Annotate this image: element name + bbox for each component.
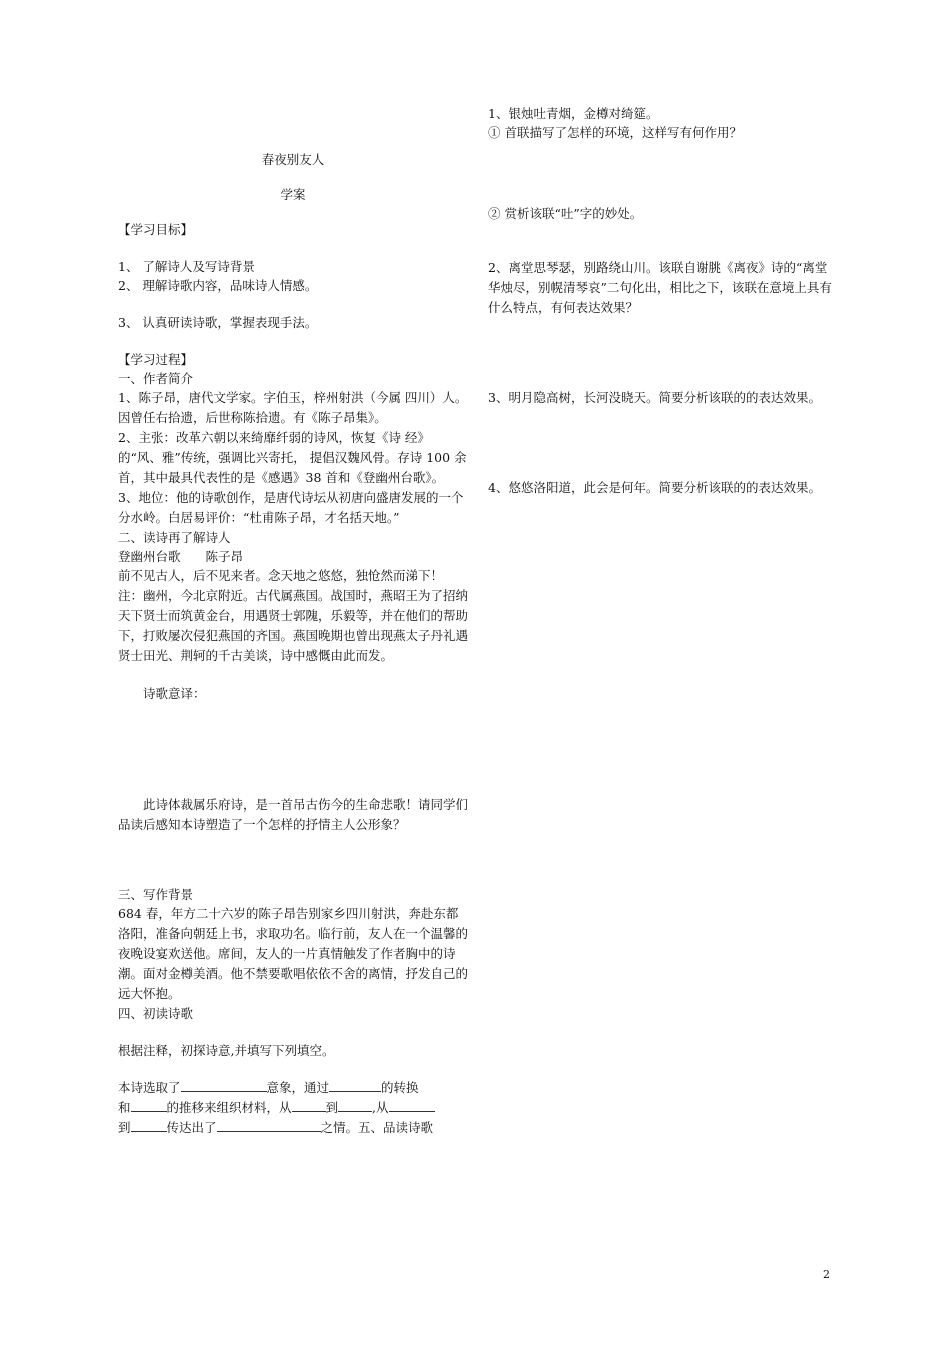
goal-item: 3、 认真研读诗歌，掌握表现手法。 [118, 315, 318, 330]
section-heading: 四、初读诗歌 [118, 1006, 194, 1021]
page-number: 2 [823, 1268, 830, 1281]
doc-title: 春夜别友人 [261, 152, 325, 167]
goals-heading: 【学习目标】 [118, 222, 194, 237]
process-heading: 【学习过程】 [118, 352, 194, 367]
blank-line[interactable] [292, 1099, 326, 1112]
poem-note: 注：幽州，今北京附近。古代属燕国。战国时，燕昭王为了招纳天下贤士而筑黄金台，用遇贤士郭隗，乐毅等，并在他们的帮助下，打败屡次侵犯燕国的齐国。燕国晚期也曾出现燕太子丹礼遇贤士田光、荆轲的千古美谈，诗中感慨由此而发。 [118, 588, 469, 663]
question-4: 4、悠悠洛阳道，此会是何年。简要分析该联的的表达效果。 [488, 480, 821, 495]
translation-label: 诗歌意译： [143, 686, 206, 701]
section-heading: 一、作者简介 [118, 371, 194, 386]
blank-line[interactable] [389, 1099, 435, 1112]
blank-line[interactable] [217, 1119, 321, 1132]
goal-item: 2、 理解诗歌内容，品味诗人情感。 [118, 278, 318, 293]
left-column [118, 150, 468, 1138]
blank-line[interactable] [338, 1099, 372, 1112]
section-heading: 三、写作背景 [118, 887, 194, 902]
blank-line[interactable] [329, 1079, 381, 1092]
instruction-text: 根据注释，初探诗意,并填写下列填空。 [118, 1043, 335, 1058]
right-column [488, 104, 838, 498]
poem-title-author: 登幽州台歌 陈子昂 [118, 549, 244, 564]
author-item: 1、陈子昂，唐代文学家。字伯玉，梓州射洪（今属 四川）人。因曾任右拾遗，后世称陈拾遗。有《陈子昂集》。 [118, 390, 468, 425]
blank-line[interactable] [181, 1079, 267, 1092]
question-1b: ② 赏析该联“吐”字的妙处。 [488, 206, 643, 221]
background-text: 684 春，年方二十六岁的陈子昂告别家乡四川射洪，奔赴东都洛阳，准备向朝廷上书，求取功名。临行前，友人在一个温馨的夜晚设宴欢送他。席间，友人的一片真情触发了作者胸中的诗潮。面对金樽美酒。他不禁要歌唱依依不舍的离情，抒发自己的远大怀抱。 [118, 906, 469, 1001]
blank-line[interactable] [131, 1119, 167, 1132]
question-text: 此诗体裁属乐府诗，是一首吊古伤今的生命悲歌！请同学们品读后感知本诗塑造了一个怎样的抒情主人公形象？ [118, 797, 469, 832]
section-heading: 二、读诗再了解诗人 [118, 530, 231, 545]
blank-line[interactable] [131, 1099, 167, 1112]
author-item: 2、主张：改革六朝以来绮靡纤弱的诗风，恢复《诗 经》的“风、雅”传统，强调比兴寄托， 提倡汉魏风骨。存诗 100 余首，其中最具代表性的是《感遇》38 首和《登幽州台歌》。 [118, 430, 467, 485]
question-1a: ① 首联描写了怎样的环境，这样写有何作用？ [488, 125, 742, 140]
question-1-verse: 1、银烛吐青烟，金樽对绮筵。 [488, 106, 659, 121]
question-2: 2、离堂思琴瑟，别路绕山川。该联自谢朓《离夜》诗的“离堂华烛尽，别幌清琴哀”二句化出，相比之下，该联在意境上具有什么特点，有何表达效果？ [488, 260, 832, 315]
poem-text: 前不见古人，后不见来者。念天地之悠悠，独怆然而涕下！ [118, 568, 444, 583]
doc-subtitle: 学案 [280, 187, 306, 202]
fill-in-blank: 本诗选取了 意象，通过 的转换 和 的推移来组织材料，从 到 ,从 到 传达出了 之情。五、品读诗歌 [118, 1080, 434, 1135]
question-3: 3、明月隐高树，长河没晓天。简要分析该联的的表达效果。 [488, 390, 821, 405]
author-item: 3、地位：他的诗歌创作，是唐代诗坛从初唐向盛唐发展的一个分水岭。白居易评价：“杜甫陈子昂，才名括天地。” [118, 490, 464, 525]
goal-item: 1、 了解诗人及写诗背景 [118, 259, 255, 274]
